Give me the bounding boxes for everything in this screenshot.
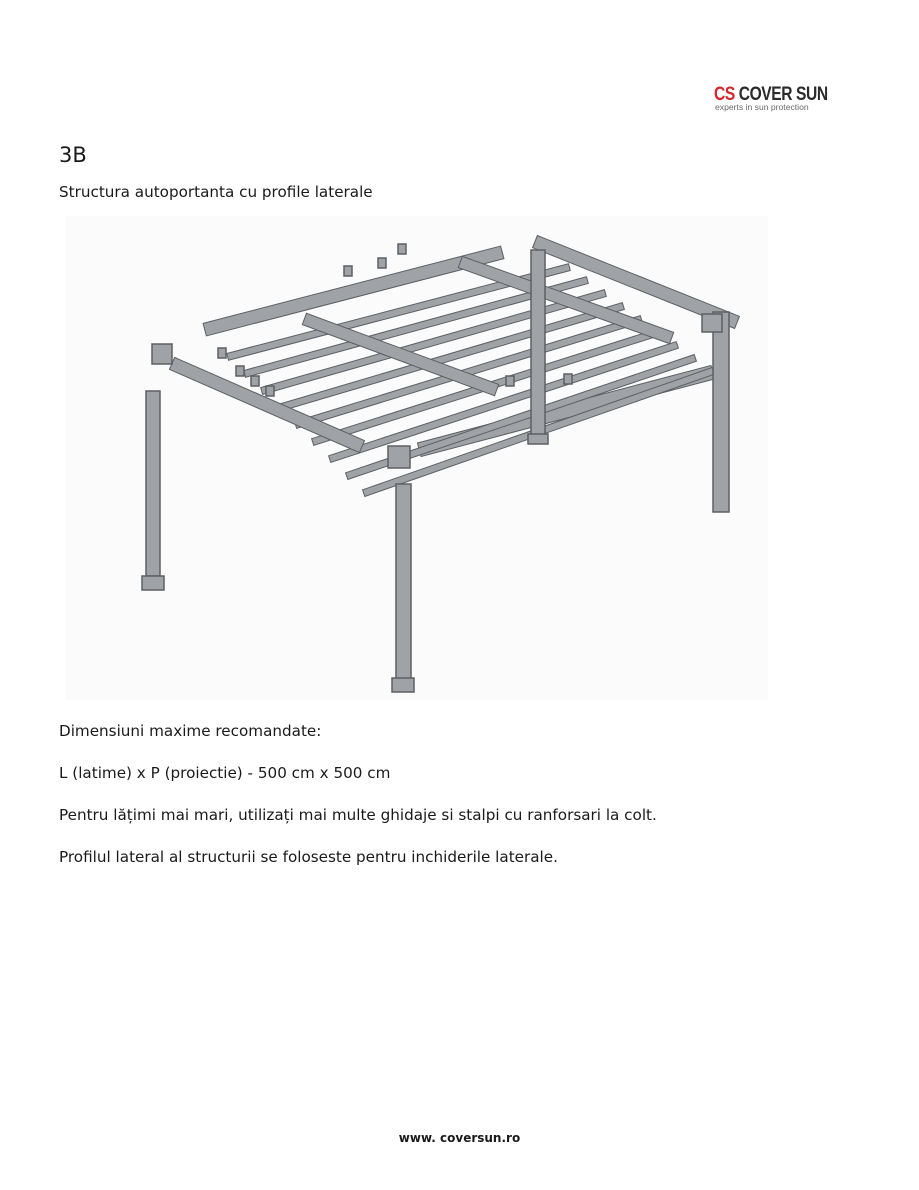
front-post-foot [392,678,414,692]
paragraph-side-profile: Profilul lateral al structurii se foloseste pentru inchiderile laterale. [59,848,558,866]
clip-1 [344,266,352,276]
paragraph-dimensions: L (latime) x P (proiectie) - 500 cm x 500 cm [59,764,391,782]
clip-4 [564,374,572,384]
clip-2 [378,258,386,268]
clip-6 [218,348,226,358]
front-post [396,484,411,684]
logo-brand-name: COVER SUN [738,84,828,105]
pergola-diagram [66,216,768,700]
clip-8 [251,376,259,386]
right-corner-bracket [702,314,722,332]
front-corner-bracket [388,446,410,468]
left-post-foot [142,576,164,590]
pergola-structure-exploded-diagram-icon [66,216,768,700]
clip-3 [398,244,406,254]
back-right-post [713,312,729,512]
paragraph-wider-widths: Pentru lățimi mai mari, utilizați mai multe ghidaje si stalpi cu ranforsari la colt. [59,806,657,824]
section-heading: 3B [59,143,87,167]
logo-tagline: experts in sun protection [715,102,809,112]
section-subtitle: Structura autoportanta cu profile laterale [59,183,373,201]
middle-post [531,250,545,440]
front-side-profile [178,366,356,444]
clip-9 [266,386,274,396]
clip-5 [506,376,514,386]
left-post [146,391,160,576]
footer-url: www. coversun.ro [398,1131,521,1145]
paragraph-max-dimensions-title: Dimensiuni maxime recomandate: [59,722,322,740]
left-corner-bracket [152,344,172,364]
middle-post-foot [528,434,548,444]
brand-logo [714,84,832,116]
logo-cs: CS [714,84,735,105]
louver-3 [265,294,602,390]
clip-7 [236,366,244,376]
